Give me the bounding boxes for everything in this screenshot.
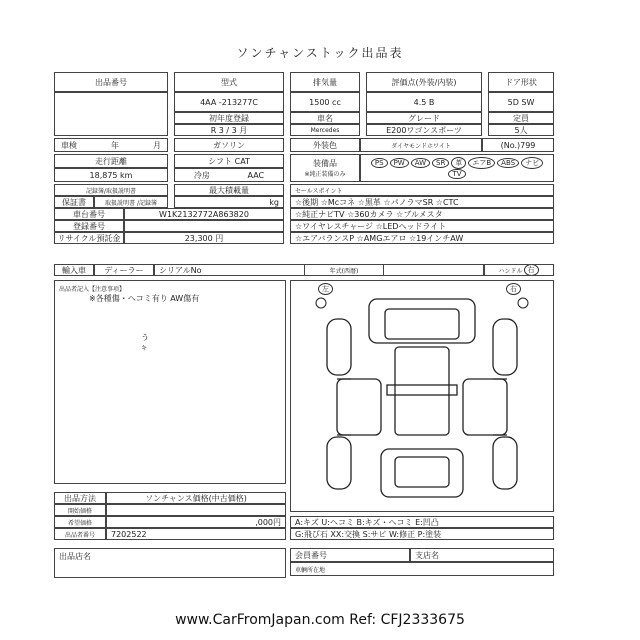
dealer-value: ディーラー bbox=[94, 264, 154, 276]
first-registration-value: R 3 / 3 月 bbox=[174, 124, 284, 136]
serial-label: シリアルNo bbox=[154, 264, 484, 276]
equipment-item: PS bbox=[371, 158, 388, 168]
displacement-label: 排気量 bbox=[290, 72, 360, 92]
equipment-item: PW bbox=[390, 158, 409, 168]
sales-point-line: ☆ワイヤレスチャージ ☆LEDヘッドライト bbox=[290, 220, 554, 232]
inspection-label: 車検 bbox=[61, 140, 77, 150]
sheet-title: ソンチャンストック出品表 bbox=[236, 46, 404, 60]
damage-diagram bbox=[290, 280, 554, 512]
inspection-month-label: 月 bbox=[153, 140, 161, 150]
watermark-footer: www.CarFromJapan.com Ref: CFJ2333675 bbox=[175, 612, 465, 628]
score-value: 4.5 B bbox=[366, 92, 482, 112]
car-name-value: Mercedes bbox=[290, 124, 360, 136]
mileage-label: 走行距離 bbox=[54, 154, 168, 168]
ac-value: AAC bbox=[247, 170, 265, 180]
sales-point-label: セールスポイント bbox=[290, 184, 554, 196]
reserve-label: 希望価格 bbox=[54, 516, 106, 528]
recycle-value: 23,300 円 bbox=[124, 232, 284, 244]
door-label: ドア形状 bbox=[488, 72, 554, 92]
member-value: 7202522 bbox=[106, 528, 286, 540]
fuel-value: ガソリン bbox=[174, 138, 284, 152]
reserve-value: ,000円 bbox=[106, 516, 286, 528]
notes-line: キ bbox=[141, 345, 148, 352]
vin-label: 車台番号 bbox=[54, 208, 124, 220]
lot-number-value bbox=[54, 92, 168, 136]
equipment-item: 革 bbox=[451, 157, 466, 169]
model-label: 型式 bbox=[174, 72, 284, 92]
notes-line: ※各種傷・ヘコミ有り AW傷有 bbox=[89, 294, 200, 303]
sales-point-line: ☆後期 ☆Mcコネ ☆黒革 ☆パノラマSR ☆CTC bbox=[290, 196, 554, 208]
start-price-label: 開始価格 bbox=[54, 504, 106, 516]
equipment-items bbox=[360, 154, 554, 182]
ac-row bbox=[174, 168, 284, 182]
exhibitor-label: 出品店名 bbox=[59, 552, 91, 561]
sales-point-line: ☆純正ナビTV ☆360カメラ ☆ブルメスタ bbox=[290, 208, 554, 220]
legend-line: G:飛び石 XX:交換 S:サビ W:修正 P:塗装 bbox=[290, 528, 554, 540]
recycle-label: リサイクル預託金 bbox=[54, 232, 124, 244]
max-load-unit: kg bbox=[174, 196, 284, 208]
inspection-year-label: 年 bbox=[111, 140, 119, 150]
handle-label: ハンドル bbox=[498, 267, 523, 275]
capacity-value: 5人 bbox=[488, 124, 554, 136]
import-label: 輸入車 bbox=[54, 264, 94, 276]
score-label: 評価点(外装/内装) bbox=[366, 72, 482, 92]
member-label: 出品者番号 bbox=[54, 528, 106, 540]
exterior-color-label: 外装色 bbox=[290, 138, 360, 152]
max-load-label: 最大積載量 bbox=[174, 184, 284, 196]
displacement-value: 1500 cc bbox=[290, 92, 360, 112]
warranty-label: 保証書 bbox=[54, 196, 94, 208]
diagram-left-label: 左 bbox=[318, 283, 333, 295]
lot-number-label: 出品番号 bbox=[54, 72, 168, 92]
door-value: 5D SW bbox=[488, 92, 554, 112]
model-year-label: 年式(西暦) bbox=[304, 264, 384, 276]
notes-line: う bbox=[141, 333, 149, 342]
equipment-note: ※純正装備のみ bbox=[304, 171, 346, 178]
diagram-right-label: 右 bbox=[506, 283, 521, 295]
shift-value: シフト CAT bbox=[174, 154, 284, 168]
legend-line: A:キズ U:ヘコミ B:キズ・ヘコミ E:凹凸 bbox=[290, 516, 554, 528]
equipment-item: ナビ bbox=[521, 157, 543, 169]
auction-sheet bbox=[54, 72, 554, 578]
equipment-item: ABS bbox=[497, 158, 519, 168]
member-number-label: 会員番号 bbox=[290, 548, 410, 562]
handle-value: 右 bbox=[524, 264, 539, 276]
start-price-value bbox=[106, 504, 286, 516]
exterior-color-value: ダイヤモンドホワイト bbox=[360, 138, 482, 152]
model-value: 4AA -213277C bbox=[174, 92, 284, 112]
grade-label: グレード bbox=[366, 112, 482, 124]
notes-header: 出品者記入【注意事項】 bbox=[59, 286, 126, 293]
equipment-item: エアB bbox=[468, 157, 495, 169]
notes-box bbox=[54, 280, 286, 484]
car-name-label: 車名 bbox=[290, 112, 360, 124]
first-registration-label: 初年度登録 bbox=[174, 112, 284, 124]
sales-point-line: ☆エアバランスP ☆AMGエアロ ☆19インチAW bbox=[290, 232, 554, 244]
equipment-item: TV bbox=[448, 169, 465, 179]
equipment-label-cell bbox=[290, 154, 360, 182]
vehicle-location-label: 車輌所在地 bbox=[290, 562, 554, 576]
ac-label: 冷房 bbox=[193, 170, 210, 180]
equipment-item: SR bbox=[432, 158, 449, 168]
equipment-label: 装備品 bbox=[313, 159, 337, 168]
registration-value bbox=[124, 220, 284, 232]
exhibitor-cell bbox=[54, 548, 286, 578]
method-label: 出品方法 bbox=[54, 492, 106, 504]
branch-label: 支店名 bbox=[410, 548, 554, 562]
mileage-value: 18,875 km bbox=[54, 168, 168, 182]
vin-value: W1K2132772A863820 bbox=[124, 208, 284, 220]
equipment-item: AW bbox=[411, 158, 430, 168]
color-number-value: (No.)799 bbox=[482, 138, 554, 152]
handle-cell bbox=[484, 264, 554, 276]
warranty-note: 取扱説明書 /記録簿 bbox=[94, 196, 168, 208]
method-value: ソンチャンス価格(中古価格) bbox=[106, 492, 286, 504]
capacity-label: 定員 bbox=[488, 112, 554, 124]
registration-label: 登録番号 bbox=[54, 220, 124, 232]
grade-value: E200ワゴンスポーツ bbox=[366, 124, 482, 136]
records-label: 記録簿/取扱説明書 bbox=[54, 184, 168, 196]
car-outline-diagram bbox=[291, 281, 553, 511]
inspection-row bbox=[54, 138, 168, 152]
